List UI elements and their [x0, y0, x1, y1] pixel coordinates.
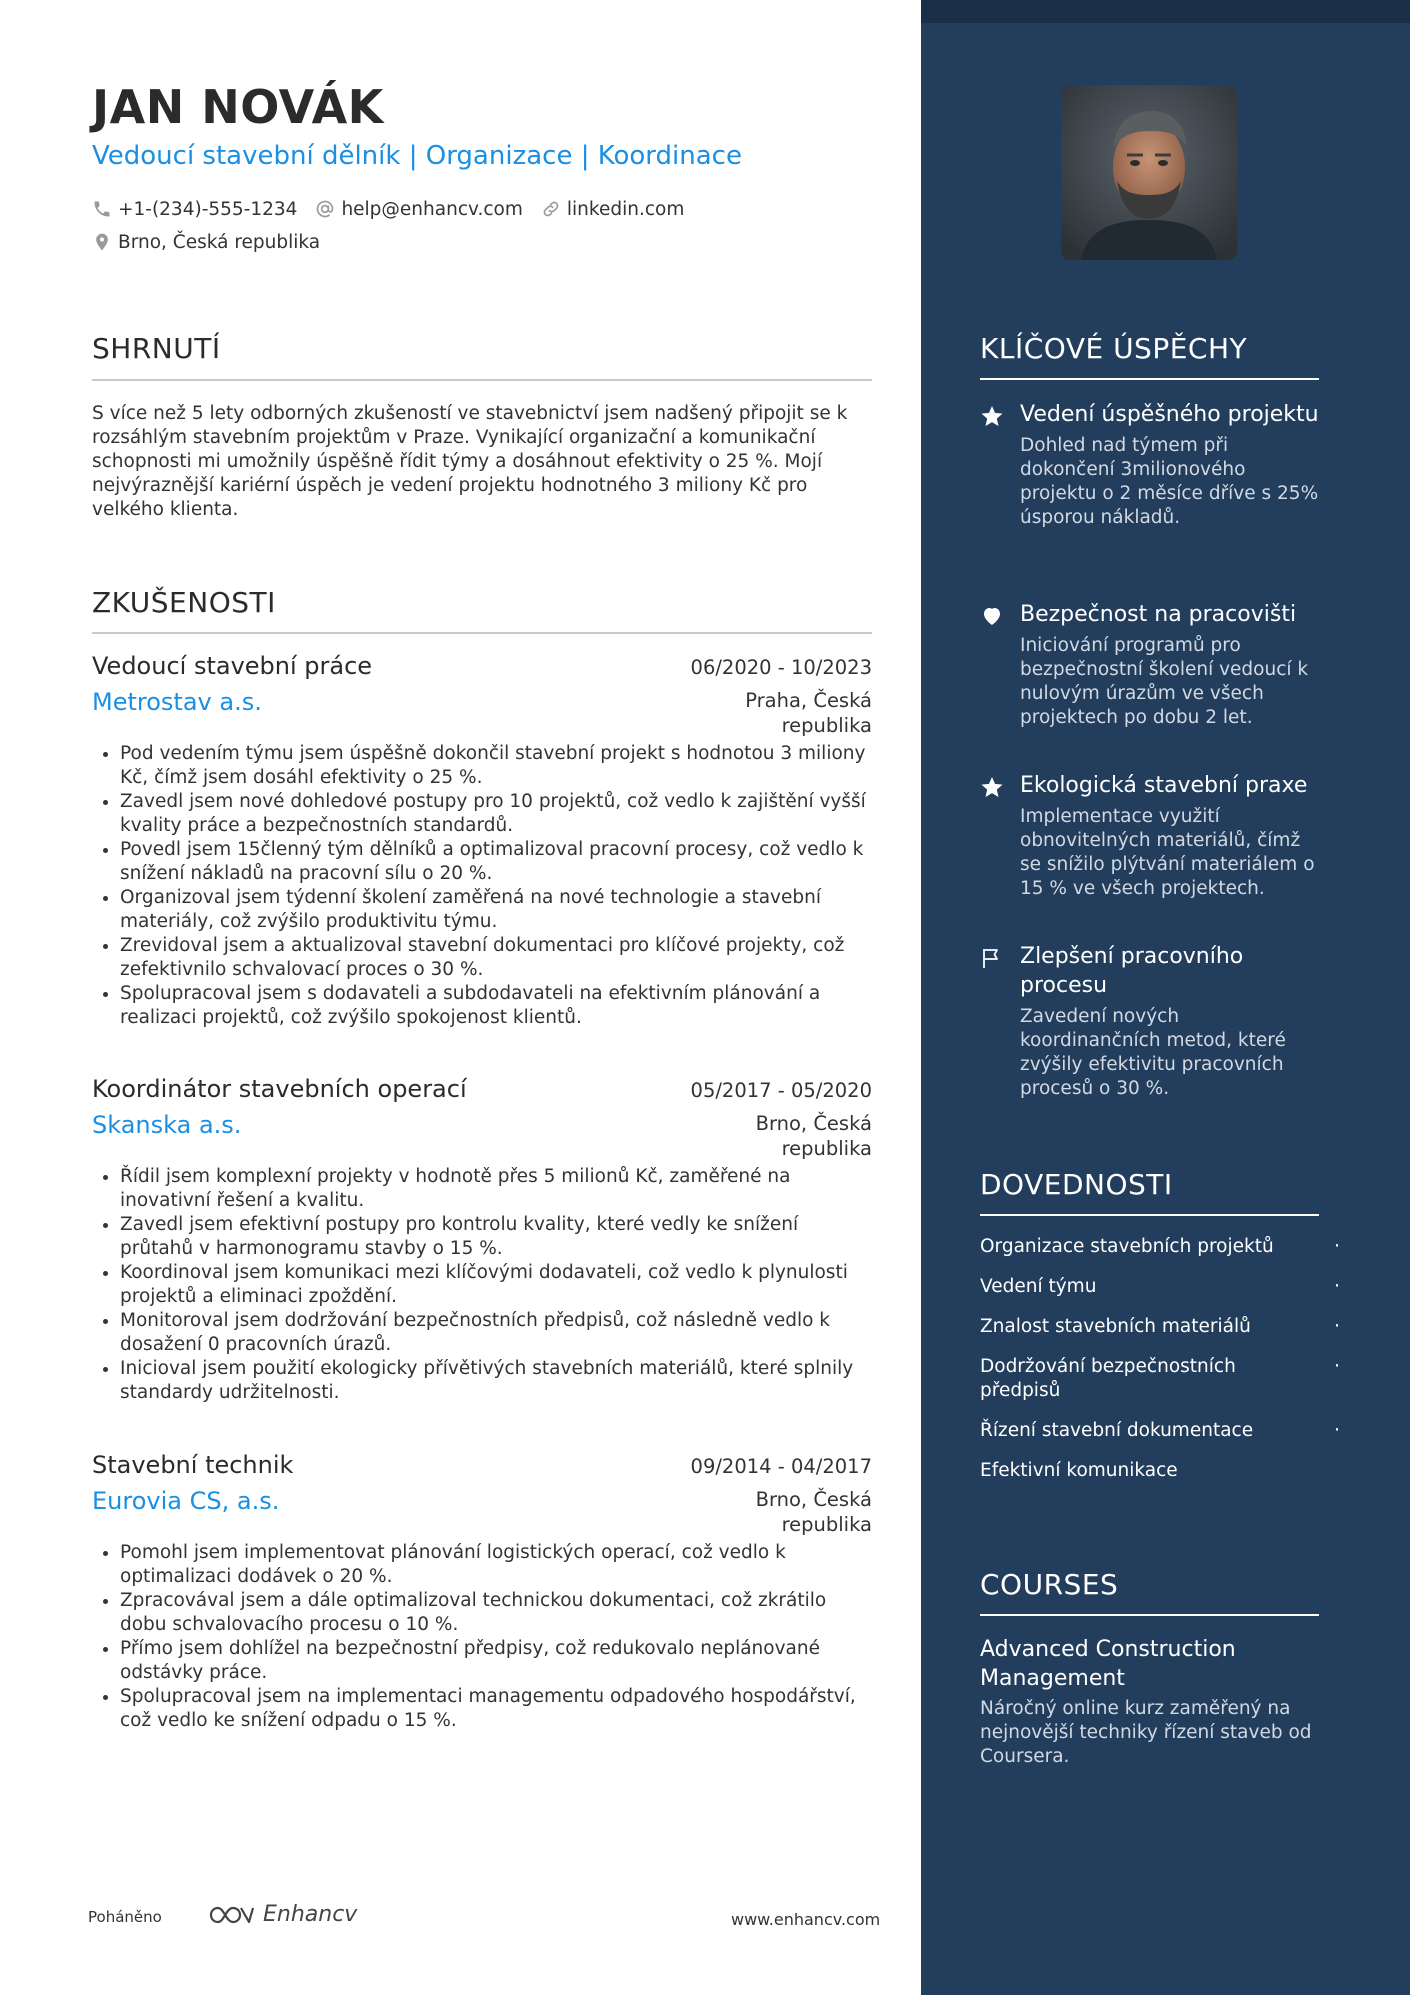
job-company[interactable]: Skanska a.s.	[92, 1111, 242, 1139]
job-title: Vedoucí stavební práce	[92, 652, 373, 680]
footer-url[interactable]: www.enhancv.com	[731, 1910, 881, 1929]
experience-heading: ZKUŠENOSTI	[92, 586, 276, 619]
skills-divider	[980, 1214, 1319, 1216]
star-icon	[980, 775, 1004, 799]
location-contact	[92, 232, 320, 253]
experience-divider	[92, 632, 872, 634]
skill-item: Řízení stavební dokumentace ·	[980, 1420, 1340, 1441]
job-dates: 06/2020 - 10/2023	[690, 656, 872, 679]
skill-label: Řízení stavební dokumentace	[980, 1420, 1254, 1441]
summary-heading: SHRNUTÍ	[92, 332, 221, 365]
phone-text: +1-(234)-555-1234	[118, 198, 298, 220]
phone-contact[interactable]	[92, 199, 297, 220]
job-bullet: • Monitoroval jsem dodržování bezpečnostních předpisů, což následně vedlo k dosažení 0 pracovních úrazů.	[120, 1309, 872, 1357]
achievement-desc: Iniciování programů pro bezpečnostní školení vedoucí k nulovým úrazům ve všech projektech po dobu 2 let.	[1020, 635, 1309, 728]
courses-divider	[980, 1614, 1319, 1616]
job-bullet: • Spolupracoval jsem na implementaci managementu odpadového hospodářství, což vedlo ke snížení odpadu o 15 %.	[120, 1685, 872, 1733]
achievements-heading: KLÍČOVÉ ÚSPĚCHY	[980, 332, 1248, 365]
job-entry	[92, 1075, 872, 1405]
achievement-desc: Zavedení nových koordinančních metod, které zvýšily efektivitu pracovních procesů o 30 %.	[1020, 1006, 1286, 1099]
job-bullet: • Zrevidoval jsem a aktualizoval stavební dokumentaci pro klíčové projekty, což zefektivnilo schvalovací proces o 30 %.	[120, 934, 872, 982]
job-bullet: • Inicioval jsem použití ekologicky přívětivých stavebních materiálů, které splnily standardy udržitelnosti.	[120, 1357, 872, 1405]
course-title: Advanced Construction Management	[980, 1637, 1236, 1691]
achievements-divider	[980, 378, 1319, 380]
location-pin-icon	[92, 232, 112, 252]
location-text: Brno, Česká republika	[118, 231, 321, 253]
job-dates: 05/2017 - 05/2020	[690, 1079, 872, 1102]
skill-item: Dodržování bezpečnostních předpisů ·	[980, 1356, 1340, 1401]
achievement-item	[980, 942, 1340, 1101]
enhancv-logo-text: Enhancv	[263, 1902, 358, 1927]
candidate-headline: Vedoucí stavební dělník | Organizace | Koordinace	[92, 141, 742, 171]
star-icon	[980, 404, 1004, 428]
heart-icon	[980, 604, 1004, 628]
achievement-title: Zlepšení pracovního procesu	[1020, 944, 1244, 998]
job-location: Brno, Česká republika	[755, 1488, 872, 1536]
skill-item: Vedení týmu ·	[980, 1276, 1340, 1297]
job-entry	[92, 1451, 872, 1733]
skills-list	[980, 1235, 1340, 1499]
job-entry	[92, 652, 872, 1030]
achievement-desc: Implementace využití obnovitelných materiálů, čímž se snížilo plýtvání materiálem o 15 % ve všech projektech.	[1020, 806, 1315, 899]
link-icon	[541, 199, 561, 219]
job-location: Brno, Česká republika	[755, 1112, 872, 1160]
job-location: Praha, Česká republika	[745, 689, 872, 737]
job-bullet: • Koordinoval jsem komunikaci mezi klíčovými dodavateli, což vedlo k plynulosti projektů a eliminaci zpoždění.	[120, 1261, 872, 1309]
flag-icon	[980, 946, 1004, 970]
email-text: help@enhancv.com	[341, 198, 523, 220]
profile-photo	[1061, 85, 1237, 260]
enhancv-logo[interactable]	[207, 1902, 357, 1927]
achievement-item	[980, 400, 1340, 530]
job-bullet: • Zavedl jsem nové dohledové postupy pro 10 projektů, což vedlo k zajištění vyšší kvality práce a bezpečnostních standardů.	[120, 790, 872, 838]
summary-text: S více než 5 lety odborných zkušeností ve stavebnictví jsem nadšený připojit se k rozsáhlým stavebním projektům v Praze. Vynikající organizační a komunikační schopnosti mi umožnily úspěšně řídit týmy a dosáhnout efektivity o 25 %. Mojí nejvýraznější kariérní úspěch je vedení projektu hodnotného 3 miliony Kč pro velkého klienta.	[92, 403, 848, 520]
job-bullets	[92, 1541, 872, 1733]
job-bullet: • Pomohl jsem implementovat plánování logistických operací, což vedlo k optimalizaci dodávek o 20 %.	[120, 1541, 872, 1589]
job-company[interactable]: Metrostav a.s.	[92, 688, 262, 716]
skill-item: Organizace stavebních projektů ·	[980, 1236, 1340, 1257]
job-title: Koordinátor stavebních operací	[92, 1075, 467, 1103]
job-bullet: • Přímo jsem dohlížel na bezpečnostní předpisy, což redukovalo neplánované odstávky práce.	[120, 1637, 872, 1685]
skill-label: Efektivní komunikace	[980, 1460, 1178, 1481]
achievement-title: Bezpečnost na pracovišti	[1020, 602, 1297, 627]
skills-heading: DOVEDNOSTI	[980, 1168, 1173, 1201]
job-bullet: • Organizoval jsem týdenní školení zaměřená na nové technologie a stavební materiály, což zvýšilo produktivitu týmu.	[120, 886, 872, 934]
job-title: Stavební technik	[92, 1451, 294, 1479]
contact-info	[92, 196, 702, 262]
at-icon	[315, 199, 335, 219]
footer-powered-label: Poháněno	[88, 1908, 162, 1926]
job-bullet: • Povedl jsem 15členný tým dělníků a optimalizoval pracovní procesy, což vedlo k snížení nákladů na pracovní sílu o 20 %.	[120, 838, 872, 886]
job-dates: 09/2014 - 04/2017	[690, 1455, 872, 1478]
skill-label: Znalost stavebních materiálů	[980, 1316, 1251, 1337]
achievement-item	[980, 771, 1340, 901]
job-bullet: • Řídil jsem komplexní projekty v hodnotě přes 5 milionů Kč, zaměřené na inovativní řešení a kvalitu.	[120, 1165, 872, 1213]
candidate-name: JAN NOVÁK	[92, 80, 384, 134]
skill-label: Vedení týmu	[980, 1276, 1097, 1297]
skill-label: Organizace stavebních projektů	[980, 1236, 1274, 1257]
sidebar-top-band	[921, 0, 1410, 23]
skill-item: Znalost stavebních materiálů ·	[980, 1316, 1340, 1337]
job-bullets	[92, 742, 872, 1030]
sidebar	[921, 0, 1410, 1995]
job-bullet: • Zpracovával jsem a dále optimalizoval technickou dokumentaci, což zkrátilo dobu schvalovacího procesu o 10 %.	[120, 1589, 872, 1637]
summary-divider	[92, 379, 872, 381]
achievement-desc: Dohled nad týmem při dokončení 3milionového projektu o 2 měsíce dříve s 25% úsporou nákladů.	[1020, 435, 1319, 528]
job-company[interactable]: Eurovia CS, a.s.	[92, 1487, 280, 1515]
achievement-title: Ekologická stavební praxe	[1020, 773, 1308, 798]
skill-item	[980, 1459, 1340, 1483]
job-bullet: • Zavedl jsem efektivní postupy pro kontrolu kvality, které vedly ke snížení průtahů v harmonogramu stavby o 15 %.	[120, 1213, 872, 1261]
course-desc: Náročný online kurz zaměřený na nejnovější techniky řízení staveb od Coursera.	[980, 1698, 1312, 1767]
achievement-title: Vedení úspěšného projektu	[1020, 402, 1319, 427]
phone-icon	[92, 199, 112, 219]
email-contact[interactable]	[315, 199, 522, 220]
skill-label: Dodržování bezpečnostních předpisů	[980, 1356, 1236, 1401]
job-bullet: • Pod vedením týmu jsem úspěšně dokončil stavební projekt s hodnotou 3 miliony Kč, čímž jsem dosáhl efektivity o 25 %.	[120, 742, 872, 790]
job-bullet: • Spolupracoval jsem s dodavateli a subdodavateli na efektivním plánování a realizaci projektů, což zvýšilo spokojenost klientů.	[120, 982, 872, 1030]
linkedin-contact[interactable]	[541, 199, 684, 220]
enhancv-logo-icon	[207, 1903, 255, 1927]
linkedin-text: linkedin.com	[566, 198, 685, 220]
job-bullets	[92, 1165, 872, 1405]
achievement-item	[980, 600, 1340, 730]
courses-heading: COURSES	[980, 1568, 1119, 1601]
